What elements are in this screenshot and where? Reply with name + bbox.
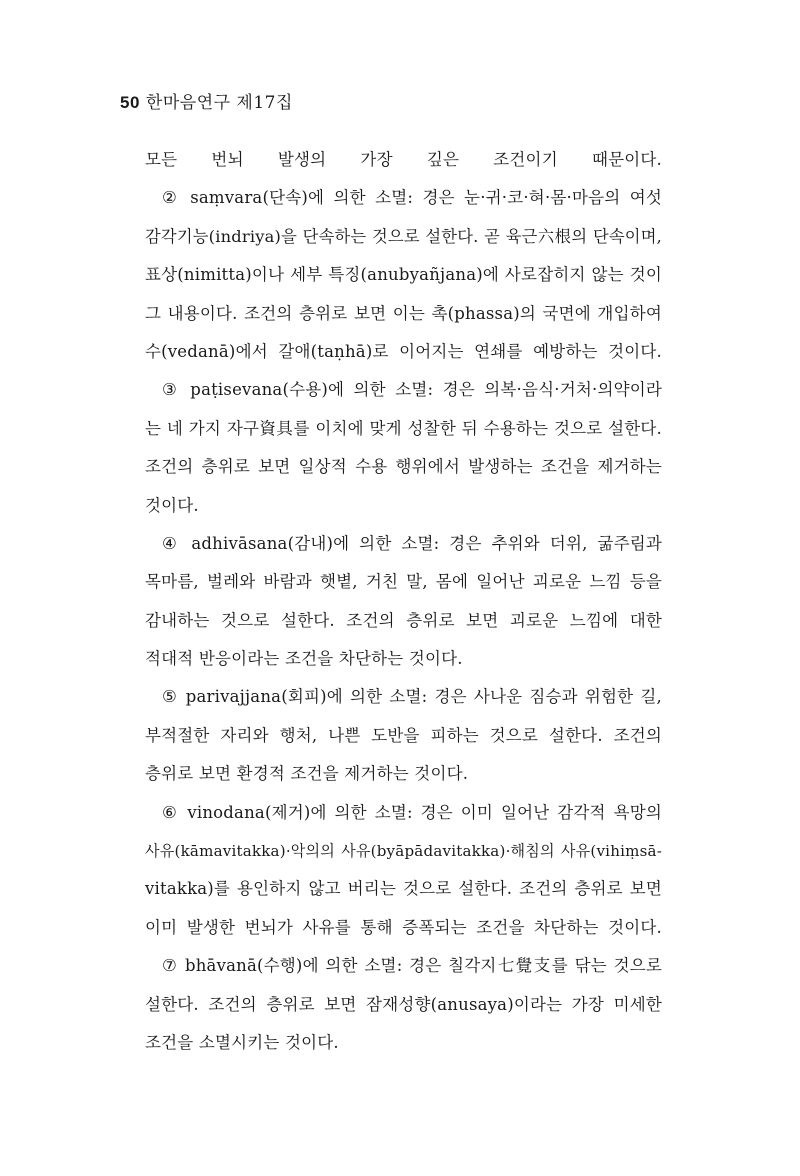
running-header <box>120 88 293 113</box>
text-line: 조건을 소멸시키는 것이다. <box>145 1032 339 1052</box>
text-line: 부적절한 자리와 행처, 나쁜 도반을 피하는 것으로 설한다. 조건의 <box>145 725 662 745</box>
text-line: ③ paṭisevana(수용)에 의한 소멸: 경은 의복·음식·거처·의약이라 <box>162 380 662 400</box>
text-line: 그 내용이다. 조건의 층위로 보면 이는 촉(phassa)의 국면에 개입하여 <box>145 303 662 323</box>
text-line: ⑥ vinodana(제거)에 의한 소멸: 경은 이미 일어난 감각적 욕망의 <box>162 802 662 822</box>
text-line: ⑤ parivajjana(회피)에 의한 소멸: 경은 사나운 짐승과 위험한 길, <box>162 687 662 707</box>
text-line: 는 네 가지 자구資具를 이치에 맞게 성찰한 뒤 수용하는 것으로 설한다. <box>145 418 662 438</box>
text-line: ⑦ bhāvanā(수행)에 의한 소멸: 경은 칠각지七覺支를 닦는 것으로 <box>162 956 662 976</box>
text-line: 표상(nimitta)이나 세부 특징(anubyañjana)에 사로잡히지 않는 것이 <box>145 265 662 285</box>
body-text <box>145 141 662 1062</box>
text-line: 설한다. 조건의 층위로 보면 잠재성향(anusaya)이라는 가장 미세한 <box>145 994 662 1014</box>
text-line: 적대적 반응이라는 조건을 차단하는 것이다. <box>145 649 463 669</box>
text-line: 것이다. <box>145 495 199 515</box>
text-line: vitakka)를 용인하지 않고 버리는 것으로 설한다. 조건의 층위로 보면 <box>145 879 662 899</box>
text-line: 모든 번뇌 발생의 가장 깊은 조건이기 때문이다. <box>145 150 662 169</box>
journal-title: 한마음연구 제17집 <box>145 93 293 113</box>
text-line: 조건의 층위로 보면 일상적 수용 행위에서 발생하는 조건을 제거하는 <box>145 457 662 477</box>
text-line: 감내하는 것으로 설한다. 조건의 층위로 보면 괴로운 느낌에 대한 <box>145 610 662 630</box>
text-line: ④ adhivāsana(감내)에 의한 소멸: 경은 추위와 더위, 굶주림과 <box>162 533 662 553</box>
text-line: ② saṃvara(단속)에 의한 소멸: 경은 눈·귀·코·혀·몸·마음의 여섯 <box>162 188 662 208</box>
text-line: 이미 발생한 번뇌가 사유를 통해 증폭되는 조건을 차단하는 것이다. <box>145 917 662 937</box>
page-number: 50 <box>120 93 140 112</box>
text-line: 사유(kāmavitakka)·악의의 사유(byāpādavitakka)·해침의 사유(vihiṃsā- <box>145 842 662 861</box>
text-line: 층위로 보면 환경적 조건을 제거하는 것이다. <box>145 764 469 784</box>
text-line: 수(vedanā)에서 갈애(taṇhā)로 이어지는 연쇄를 예방하는 것이다. <box>145 341 662 361</box>
text-line: 감각기능(indriya)을 단속하는 것으로 설한다. 곧 육근六根의 단속이며, <box>145 226 662 246</box>
text-line: 목마름, 벌레와 바람과 햇볕, 거친 말, 몸에 일어난 괴로운 느낌 등을 <box>145 572 662 592</box>
